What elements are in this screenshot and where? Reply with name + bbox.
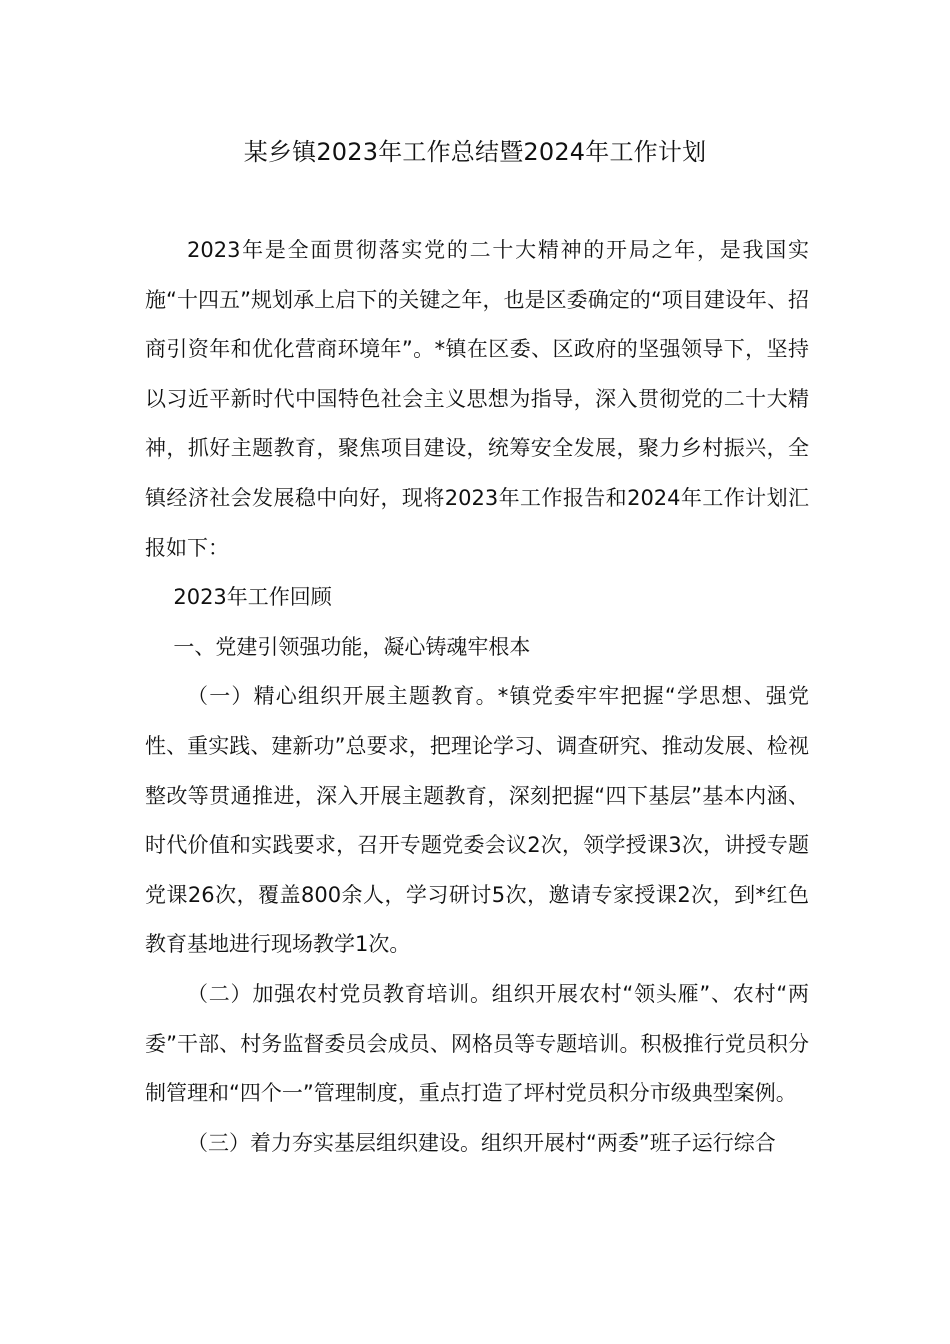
paragraph-theme-education: （一）精心组织开展主题教育。*镇党委牢牢把握“学思想、强党性、重实践、建新功”总要求，把理论学习、调查研究、推动发展、检视整改等贯通推进，深入开展主题教育，深刻把握“四下基层”基本内涵、时代价值和实践要求，召开专题党委会议2次，领学授课3次，讲授专题党课26次，覆盖800余人，学习研讨5次，邀请专家授课2次，到*红色教育基地进行现场教学1次。 [145, 684, 809, 957]
document-body [145, 226, 809, 1168]
intro-paragraph: 2023年是全面贯彻落实党的二十大精神的开局之年，是我国实施“十四五”规划承上启下的关键之年，也是区委确定的“项目建设年、招商引资年和优化营商环境年”。*镇在区委、区政府的坚强领导下，坚持以习近平新时代中国特色社会主义思想为指导，深入贯彻党的二十大精神，抓好主题教育，聚焦项目建设，统筹安全发展，聚力乡村振兴，全镇经济社会发展稳中向好，现将2023年工作报告和2024年工作计划汇报如下： [145, 238, 809, 560]
section-heading-party-building: 一、党建引领强功能，凝心铸魂牢根本 [173, 634, 531, 659]
section-heading-review: 2023年工作回顾 [173, 585, 332, 610]
paragraph-party-member-training: （二）加强农村党员教育培训。组织开展农村“领头雁”、农村“两委”干部、村务监督委员会成员、网格员等专题培训。积极推行党员积分制管理和“四个一”管理制度，重点打造了坪村党员积分市级典型案例。 [145, 981, 809, 1106]
document-title: 某乡镇2023年工作总结暨2024年工作计划 [243, 138, 707, 166]
paragraph-grassroots-organization: （三）着力夯实基层组织建设。组织开展村“两委”班子运行综合 [187, 1130, 776, 1155]
